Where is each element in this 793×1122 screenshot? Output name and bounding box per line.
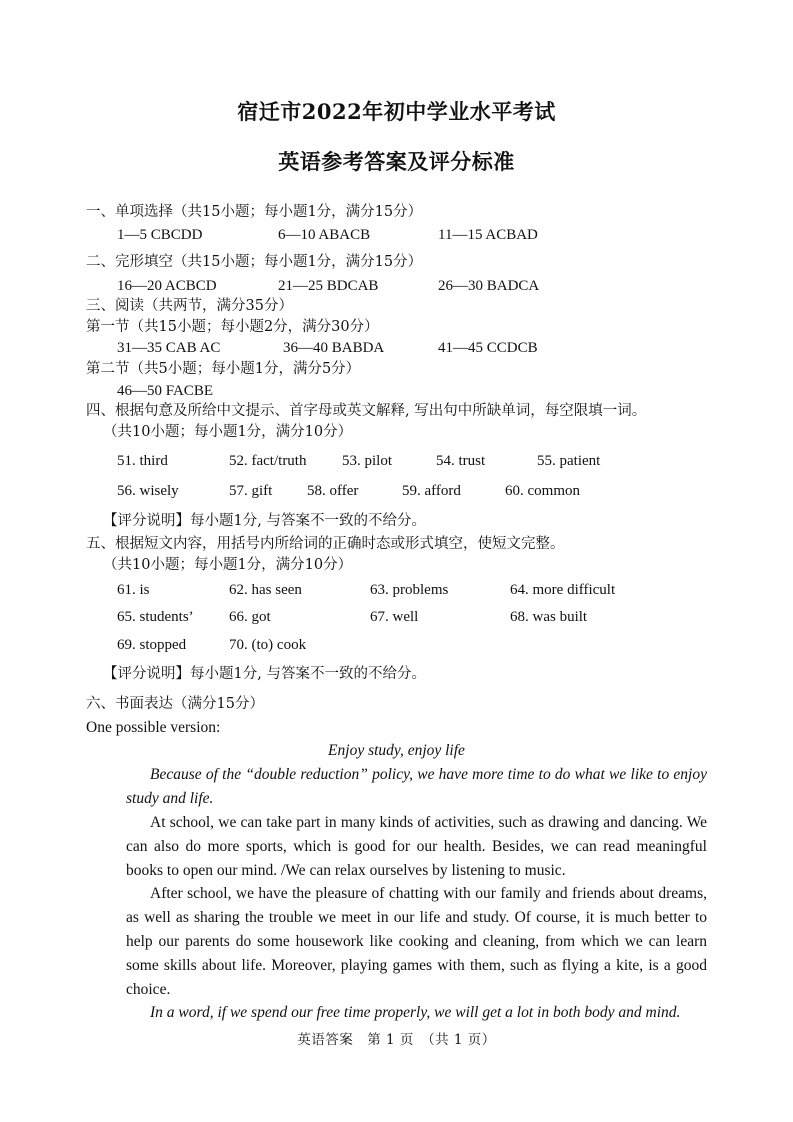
answer-item: 53. pilot <box>342 453 393 469</box>
answer-item: 56. wisely <box>117 483 179 499</box>
answer-group: 31—35 CAB AC <box>117 340 221 356</box>
page-title: 宿迁市2022年初中学业水平考试 <box>237 99 556 124</box>
section-4-subheading: （共10小题；每小题1分，满分10分） <box>103 424 353 440</box>
answer-group: 6—10 ABACB <box>278 227 371 243</box>
essay-paragraph-2: At school, we can take part in many kinds of activities, such as drawing and dancing. We can also do more sports, which is good for our health. Besides, we can read meaningful books to open our mind. /We can relax ourselves by listening to music. <box>126 814 707 879</box>
page-footer: 英语答案 第 1 页 （共 1 页） <box>297 1032 496 1048</box>
section-6-heading: 六、书面表达（满分15分） <box>86 696 264 712</box>
answer-item: 65. students’ <box>117 609 194 625</box>
answer-item: 61. is <box>117 582 150 598</box>
essay-paragraph-4: In a word, if we spend our free time properly, we will get a lot in both body and mind. <box>150 1004 681 1021</box>
answer-group: 36—40 BABDA <box>283 340 385 356</box>
scoring-note: 【评分说明】每小题1分, 与答案不一致的不给分。 <box>103 513 426 529</box>
answer-item: 67. well <box>370 609 419 625</box>
answer-item: 66. got <box>229 609 271 625</box>
section-2-heading: 二、完形填空（共15小题；每小题1分，满分15分） <box>86 254 423 270</box>
section-3-heading: 三、阅读（共两节，满分35分） <box>86 298 293 314</box>
answer-item: 59. afford <box>402 483 461 499</box>
section-5-heading: 五、根据短文内容，用括号内所给词的正确时态或形式填空，使短文完整。 <box>86 536 565 552</box>
answer-item: 55. patient <box>537 453 601 469</box>
answer-item: 54. trust <box>436 453 486 469</box>
answer-group: 16—20 ACBCD <box>117 278 217 294</box>
essay-intro: One possible version: <box>86 719 221 736</box>
page-subtitle: 英语参考答案及评分标准 <box>278 149 515 174</box>
answer-group: 11—15 ACBAD <box>438 227 538 243</box>
answer-group: 46—50 FACBE <box>117 383 213 399</box>
answer-item: 60. common <box>505 483 580 499</box>
answer-item: 62. has seen <box>229 582 302 598</box>
answer-item: 58. offer <box>307 483 359 499</box>
essay-paragraph-1: Because of the “double reduction” policy, we have more time to do what we like to enjoy study and life. <box>126 766 707 807</box>
section-3-part-1: 第一节（共15小题；每小题2分，满分30分） <box>86 319 379 335</box>
answer-group: 41—45 CCDCB <box>438 340 538 356</box>
section-3-part-2: 第二节（共5小题；每小题1分，满分5分） <box>86 361 361 377</box>
section-5-subheading: （共10小题；每小题1分，满分10分） <box>103 557 353 573</box>
scoring-note: 【评分说明】每小题1分, 与答案不一致的不给分。 <box>103 666 426 682</box>
answer-item: 69. stopped <box>117 637 187 653</box>
answer-group: 26—30 BADCA <box>438 278 540 294</box>
answer-item: 70. (to) cook <box>229 637 307 653</box>
answer-item: 57. gift <box>229 483 273 499</box>
answer-item: 51. third <box>117 453 168 469</box>
answer-item: 63. problems <box>370 582 449 598</box>
answer-group: 1—5 CBCDD <box>117 227 203 243</box>
essay-title: Enjoy study, enjoy life <box>328 742 465 759</box>
answer-item: 64. more difficult <box>510 582 616 598</box>
essay-paragraph-3: After school, we have the pleasure of chatting with our family and friends about dreams, as well as sharing the trouble we meet in our life and study. Of course, it is much better to help our parents do some housework like cooking and cleaning, from which we can learn some skills about life. Moreover, playing games with them, such as flying a kite, is a good choice. <box>126 885 707 998</box>
answer-group: 21—25 BDCAB <box>278 278 379 294</box>
answer-item: 68. was built <box>510 609 588 625</box>
answer-item: 52. fact/truth <box>229 453 307 469</box>
section-1-heading: 一、单项选择（共15小题；每小题1分，满分15分） <box>86 204 423 220</box>
section-4-heading: 四、根据句意及所给中文提示、首字母或英文解释, 写出句中所缺单词，每空限填一词。 <box>86 403 647 419</box>
